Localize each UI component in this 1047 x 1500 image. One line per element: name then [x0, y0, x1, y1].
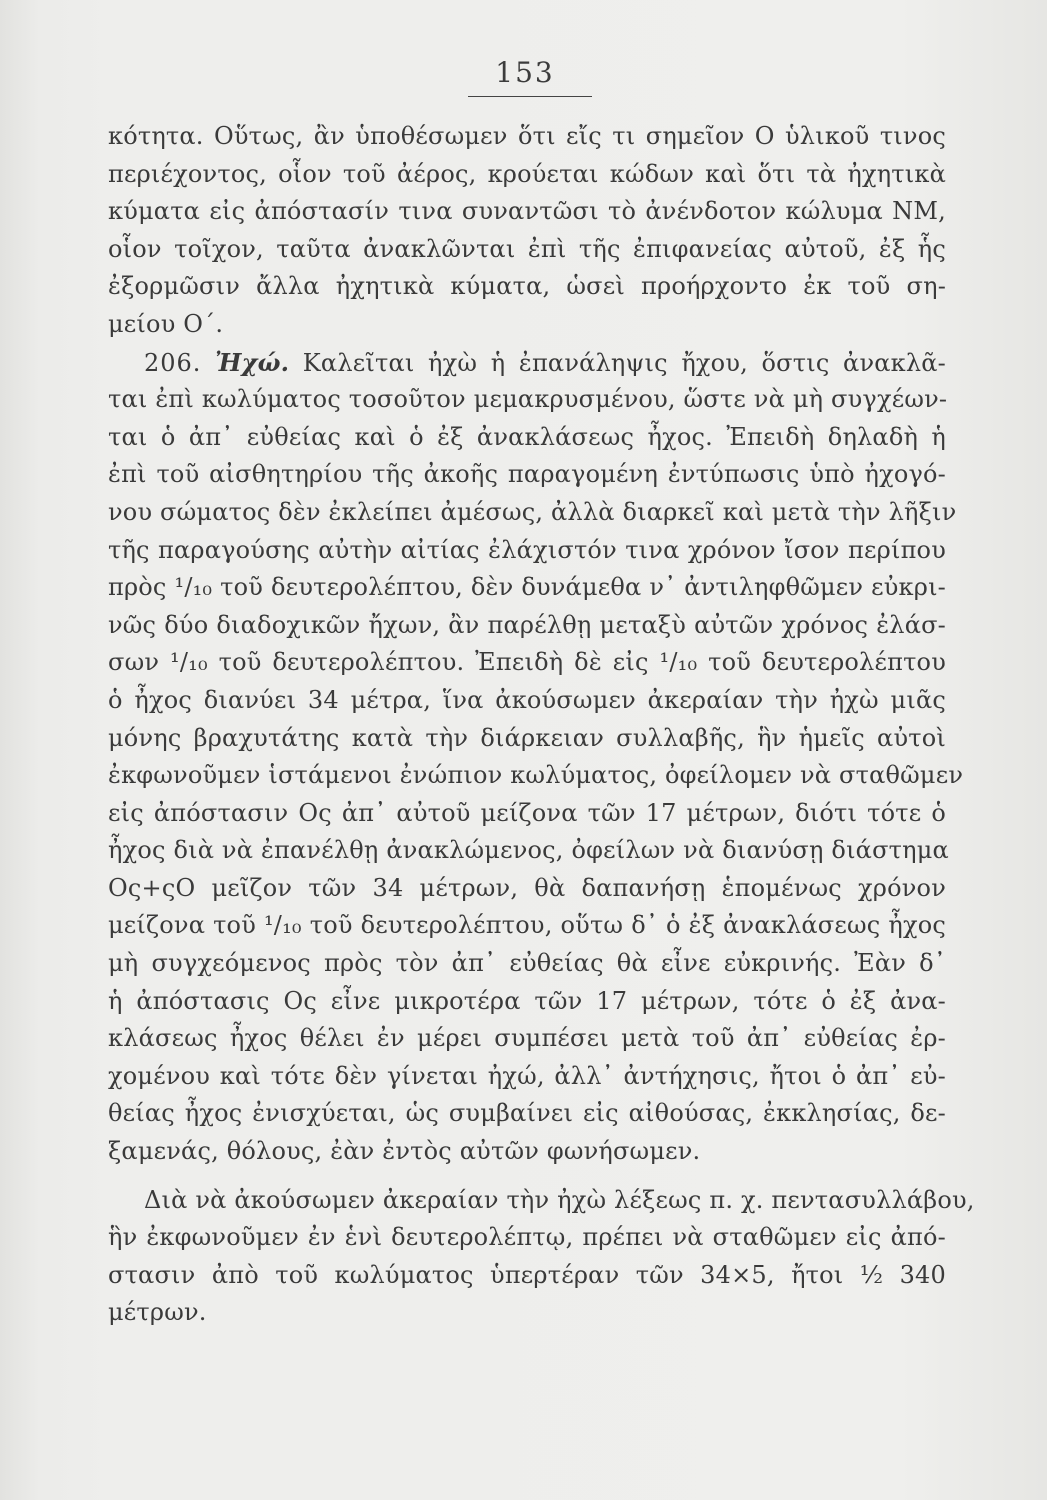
page-number-rule — [468, 96, 592, 97]
paragraph-start-line: Διὰ νὰ ἀκούσωμεν ἀκεραίαν τὴν ἠχὼ λέξεως π. χ. πεντασυλλάβου, — [144, 1185, 975, 1214]
text-line: εἰς ἀπόστασιν Ος ἀπ᾽ αὐτοῦ μείζονα τῶν 17 μέτρων, διότι τότε ὁ — [108, 798, 946, 827]
text-line: ἡ ἀπόστασις Ος εἶνε μικροτέρα τῶν 17 μέτρων, τότε ὁ ἐξ ἀνα- — [108, 986, 946, 1015]
page-number: 153 — [495, 56, 555, 89]
text-line: μείζονα τοῦ ¹/₁₀ τοῦ δευτερολέπτου, οὕτω δ᾽ ὁ ἐξ ἀνακλάσεως ἦχος — [108, 911, 946, 940]
text-line: ἦχος διὰ νὰ ἐπανέλθῃ ἀνακλώμενος, ὀφείλων νὰ διανύσῃ διάστημα — [108, 836, 949, 865]
text-line: κλάσεως ἦχος θέλει ἐν μέρει συμπέσει μετὰ τοῦ ἀπ᾽ εὐθείας ἐρ- — [108, 1024, 946, 1053]
text-line: ἐπὶ τοῦ αἰσθητηρίου τῆς ἀκοῆς παραγομένη ἐντύπωσις ὑπὸ ἠχογό- — [108, 460, 946, 489]
text-line: νῶς δύο διαδοχικῶν ἤχων, ἂν παρέλθῃ μεταξὺ αὐτῶν χρόνος ἐλάσ- — [108, 610, 946, 639]
text-line: θείας ἦχος ἐνισχύεται, ὡς συμβαίνει εἰς αἰθούσας, ἐκκλησίας, δε- — [108, 1099, 946, 1128]
text-line: ται ἐπὶ κωλύματος τοσοῦτον μεμακρυσμένου, ὥστε νὰ μὴ συγχέων- — [108, 385, 948, 414]
text-line: περιέχοντος, οἷον τοῦ ἀέρος, κρούεται κώδων καὶ ὅτι τὰ ἠχητικὰ — [108, 159, 946, 188]
text-line: τῆς παραγούσης αὐτὴν αἰτίας ἐλάχιστόν τινα χρόνον ἴσον περίπου — [108, 535, 946, 564]
text-line: ἐξορμῶσιν ἄλλα ἠχητικὰ κύματα, ὡσεὶ προήρχοντο ἐκ τοῦ ση- — [108, 272, 946, 301]
text-line: ὁ ἦχος διανύει 34 μέτρα, ἵνα ἀκούσωμεν ἀκεραίαν τὴν ἠχὼ μιᾶς — [108, 685, 946, 714]
text-line: χομένου καὶ τότε δὲν γίνεται ἠχώ, ἀλλ᾽ ἀντήχησις, ἤτοι ὁ ἀπ᾽ εὐ- — [108, 1061, 946, 1090]
text-line: στασιν ἀπὸ τοῦ κωλύματος ὑπερτέραν τῶν 34×5, ἤτοι ½ 340 — [108, 1260, 946, 1289]
section-heading-text: Καλεῖται ἠχὼ ἡ ἐπανάληψις ἤχου, ὅστις ἀνακλᾶ- — [302, 348, 946, 377]
text-line: ἣν ἐκφωνοῦμεν ἐν ἑνὶ δευτερολέπτῳ, πρέπει νὰ σταθῶμεν εἰς ἀπό- — [108, 1223, 946, 1252]
section-title: Ἠχώ. — [215, 347, 290, 377]
text-line: νου σώματος δὲν ἐκλείπει ἀμέσως, ἀλλὰ διαρκεῖ καὶ μετὰ τὴν λῆξιν — [108, 497, 957, 526]
text-line: μέτρων. — [108, 1298, 207, 1327]
text-line: κότητα. Οὕτως, ἂν ὑποθέσωμεν ὅτι εἴς τι σημεῖον Ο ὑλικοῦ τινος — [108, 122, 946, 150]
section-heading-line — [108, 344, 946, 382]
text-line: κύματα εἰς ἀπόστασίν τινα συναντῶσι τὸ ἀνένδοτον κώλυμα ΝΜ, — [108, 197, 946, 226]
section-number: 206. — [144, 348, 202, 377]
text-line: Ος+ςΟ μεῖζον τῶν 34 μέτρων, θὰ δαπανήσῃ ἑπομένως χρόνον — [108, 873, 946, 902]
body-text — [108, 118, 975, 1332]
text-line: πρὸς ¹/₁₀ τοῦ δευτερολέπτου, δὲν δυνάμεθα ν᾽ ἀντιληφθῶμεν εὐκρι- — [108, 573, 946, 602]
text-line: ται ὁ ἀπ᾽ εὐθείας καὶ ὁ ἐξ ἀνακλάσεως ἦχος. Ἐπειδὴ δηλαδὴ ἡ — [108, 422, 946, 451]
text-line: μὴ συγχεόμενος πρὸς τὸν ἀπ᾽ εὐθείας θὰ εἶνε εὐκρινής. Ἐὰν δ᾽ — [108, 949, 946, 978]
text-line: οἷον τοῖχον, ταῦτα ἀνακλῶνται ἐπὶ τῆς ἐπιφανείας αὐτοῦ, ἐξ ἧς — [108, 234, 946, 263]
text-line: ἐκφωνοῦμεν ἱστάμενοι ἐνώπιον κωλύματος, ὀφείλομεν νὰ σταθῶμεν — [108, 761, 964, 790]
text-line: ξαμενάς, θόλους, ἐὰν ἐντὸς αὐτῶν φωνήσωμεν. — [108, 1137, 701, 1166]
text-line: μόνης βραχυτάτης κατὰ τὴν διάρκειαν συλλαβῆς, ἣν ἡμεῖς αὐτοὶ — [108, 723, 946, 752]
text-line: μείου Ο΄. — [108, 309, 224, 338]
text-line: σων ¹/₁₀ τοῦ δευτερολέπτου. Ἐπειδὴ δὲ εἰς ¹/₁₀ τοῦ δευτερολέπτου — [108, 648, 946, 677]
